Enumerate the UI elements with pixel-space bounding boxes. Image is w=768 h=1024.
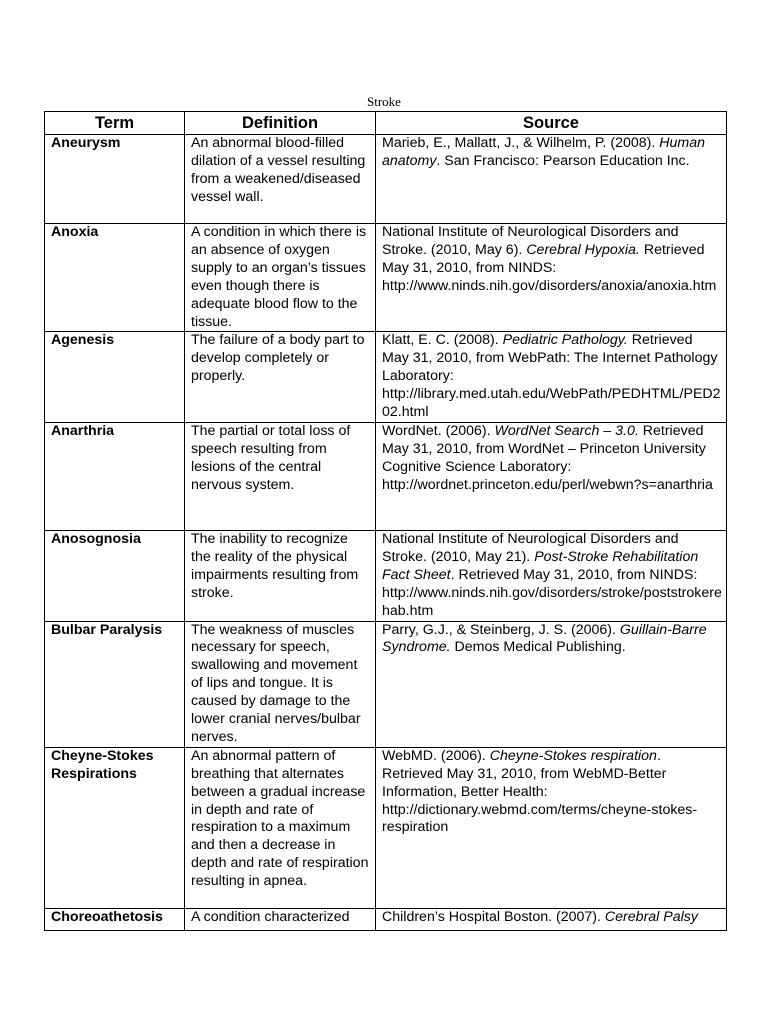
- table-row: [45, 530, 727, 621]
- term-cell: Cheyne-Stokes Respirations: [45, 747, 185, 908]
- source-title: Post-Stroke Rehabilitation Fact Sheet: [382, 548, 699, 583]
- source-title: Cerebral Palsy: [604, 908, 698, 925]
- source-title: Guillain-Barre Syndrome.: [382, 621, 707, 656]
- definition-cell: An abnormal pattern of breathing that alternates between a gradual increase in depth and rate of respiration to a maximum and then a decrease in depth and rate of respiration resulting in apnea.: [185, 747, 376, 908]
- source-details: Demos Medical Publishing.: [450, 639, 626, 656]
- table-row: [45, 908, 727, 930]
- term-column-header: Term: [45, 112, 185, 135]
- definition-column-header: Definition: [185, 112, 376, 135]
- source-citation: Marieb, E., Mallatt, J., & Wilhelm, P. (2008).: [382, 135, 660, 151]
- source-title: Cerebral Hypoxia.: [526, 241, 640, 258]
- source-details: Retrieved May 31, 2010, from WordNet – Princeton University Cognitive Science Laboratory: http://wordnet.princeton.edu/perl/webwn?s=anarthria: [382, 422, 713, 493]
- table-row: [45, 224, 727, 332]
- table-row: [45, 332, 727, 423]
- source-citation: Parry, G.J., & Steinberg, J. S. (2006).: [382, 621, 620, 638]
- source-cell: [376, 747, 727, 908]
- source-cell: [376, 332, 727, 423]
- source-citation: WebMD. (2006).: [382, 747, 490, 764]
- source-cell: [376, 135, 727, 224]
- definition-cell: The inability to recognize the reality of the physical impairments resulting from stroke.: [185, 530, 376, 621]
- source-details: Retrieved May 31, 2010, from WebPath: The Internet Pathology Laboratory: http://library.med.utah.edu/WebPath/PEDHTML/PED202.html: [382, 332, 721, 421]
- source-details: . Retrieved May 31, 2010, from NINDS: http://www.ninds.nih.gov/disorders/stroke/poststrokerehab.htm: [382, 566, 722, 619]
- source-title: Human anatomy: [382, 135, 706, 169]
- source-cell: [376, 621, 727, 747]
- source-cell: [376, 530, 727, 621]
- source-citation: WordNet. (2006).: [382, 422, 495, 439]
- source-column-header: Source: [376, 112, 727, 135]
- term-cell: Anoxia: [45, 224, 185, 332]
- source-title: Pediatric Pathology.: [502, 332, 628, 349]
- table-header: [45, 112, 727, 135]
- term-cell: Anosognosia: [45, 530, 185, 621]
- source-details: . San Francisco: Pearson Education Inc.: [436, 152, 690, 169]
- definition-cell: An abnormal blood-filled dilation of a vessel resulting from a weakened/diseased vessel wall.: [185, 135, 376, 224]
- term-cell: Choreoathetosis: [45, 908, 185, 930]
- source-cell: [376, 224, 727, 332]
- term-cell: Agenesis: [45, 332, 185, 423]
- table-row: [45, 422, 727, 530]
- definition-cell: The failure of a body part to develop completely or properly.: [185, 332, 376, 423]
- source-details: . Retrieved May 31, 2010, from WebMD-Better Information, Better Health: http://dictionary.webmd.com/terms/cheyne-stokes-respiration: [382, 747, 698, 836]
- definition-cell: A condition characterized: [185, 908, 376, 930]
- source-cell: [376, 908, 727, 930]
- glossary-table: [44, 111, 727, 931]
- term-cell: Bulbar Paralysis: [45, 621, 185, 747]
- source-details: Retrieved May 31, 2010, from NINDS: http://www.ninds.nih.gov/disorders/anoxia/anoxia.htm: [382, 241, 717, 294]
- table-row: [45, 621, 727, 747]
- source-cell: [376, 422, 727, 530]
- source-citation: National Institute of Neurological Disorders and Stroke. (2010, May 6).: [382, 224, 679, 258]
- table-row: [45, 747, 727, 908]
- term-cell: Anarthria: [45, 422, 185, 530]
- header-row: [45, 112, 727, 135]
- source-title: WordNet Search – 3.0.: [494, 422, 639, 439]
- table-row: [45, 135, 727, 224]
- source-title: Cheyne-Stokes respiration: [489, 747, 657, 764]
- definition-cell: The partial or total loss of speech resulting from lesions of the central nervous system.: [185, 422, 376, 530]
- page-title: Stroke: [367, 94, 401, 109]
- definition-cell: A condition in which there is an absence of oxygen supply to an organ’s tissues even though there is adequate blood flow to the tissue.: [185, 224, 376, 332]
- definition-cell: The weakness of muscles necessary for speech, swallowing and movement of lips and tongue. It is caused by damage to the lower cranial nerves/bulbar nerves.: [185, 621, 376, 747]
- term-cell: Aneurysm: [45, 135, 185, 224]
- source-citation: National Institute of Neurological Disorders and Stroke. (2010, May 21).: [382, 530, 679, 565]
- source-citation: Klatt, E. C. (2008).: [382, 332, 503, 349]
- source-citation: Children’s Hospital Boston. (2007).: [382, 908, 605, 925]
